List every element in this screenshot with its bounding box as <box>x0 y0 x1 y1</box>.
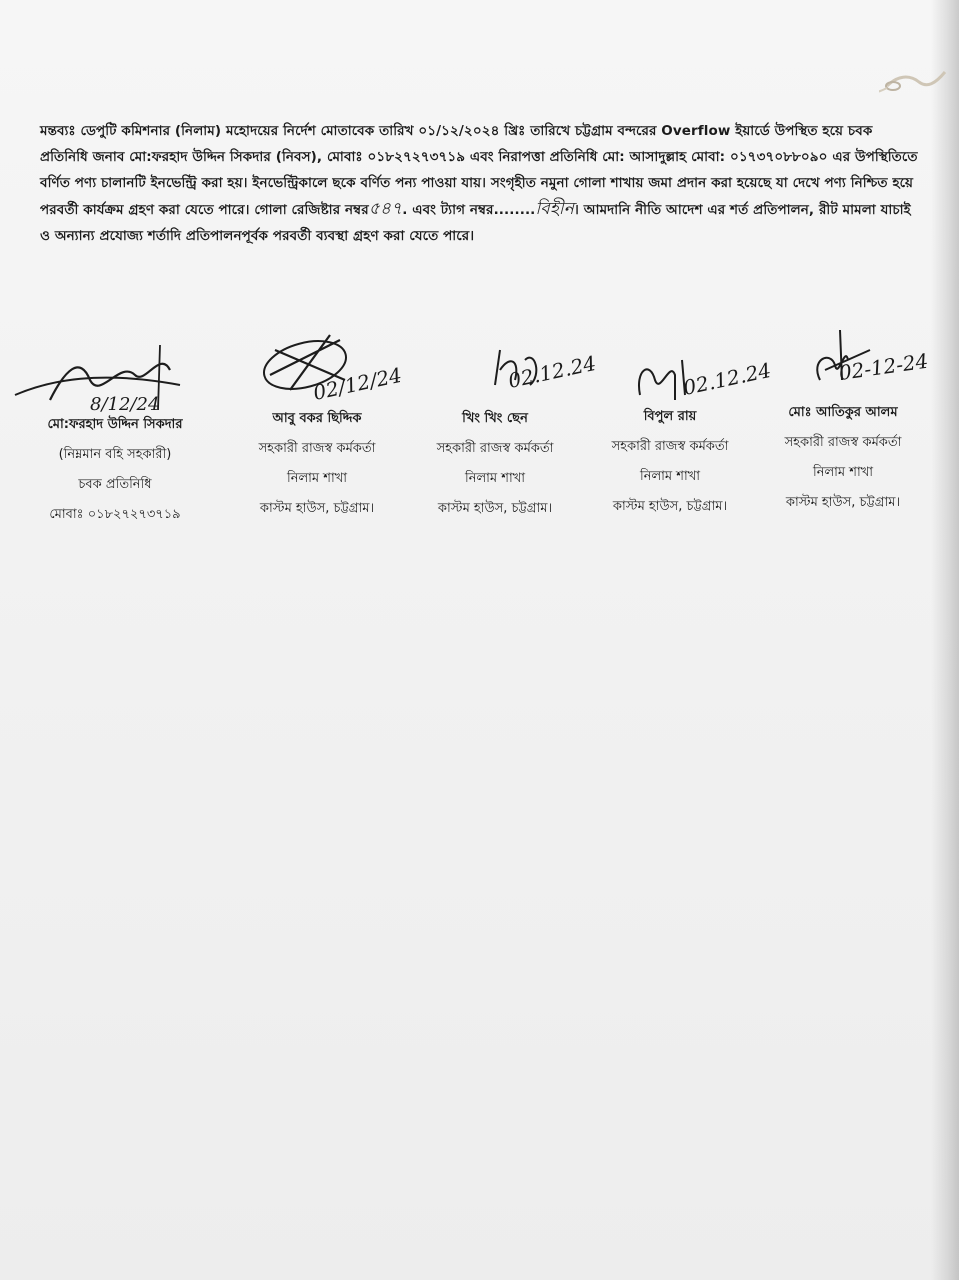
signer-phone: মোবাঃ ০১৮২৭২৭৩৭১৯ <box>49 507 181 522</box>
signer-designation: (নিম্নমান বহি সহকারী) <box>58 447 172 462</box>
signature-5-date: 02-12-24 <box>837 348 930 385</box>
signer-designation: সহকারী রাজস্ব কর্মকর্তা <box>611 439 729 454</box>
signature-2-date: 02/12/24 <box>311 362 404 405</box>
remarks-text-tag-label: . এবং ট্যাগ নম্বর........ <box>402 202 536 218</box>
signer-name: বিপুল রায় <box>643 409 697 424</box>
signer-block-5 <box>758 398 928 518</box>
signer-section: নিলাম শাখা <box>639 469 701 484</box>
binding-string-icon <box>879 58 949 112</box>
signature-3 <box>480 330 620 404</box>
signer-name: মোঃ আতিকুর আলম <box>788 405 898 420</box>
signer-office: কাস্টম হাউস, চট্টগ্রাম। <box>437 501 553 516</box>
signer-office: কাস্টম হাউস, চট্টগ্রাম। <box>612 499 728 514</box>
signature-1-date: 8/12/24 <box>90 394 160 415</box>
signer-block-2 <box>232 404 402 524</box>
signer-section: নিলাম শাখা <box>286 471 348 486</box>
signer-section: নিলাম শাখা <box>812 465 874 480</box>
signature-5 <box>800 320 959 404</box>
remarks-text-closing: । আমদানি নীতি আদেশ এর শর্ত প্রতিপালন, রীট মামলা যাচাই ও অন্যান্য প্রযোজ্য শর্তাদি প্রতিপালনপূর্বক পরবর্তী ব্যবস্থা গ্রহণ করা যেতে পারে। <box>40 202 911 244</box>
signer-block-4 <box>585 402 755 522</box>
inventory-remarks-paragraph <box>40 118 920 249</box>
page-edge-shadow <box>931 0 959 1280</box>
signature-4-date: 02.12.24 <box>681 357 774 400</box>
signer-name: খিং খিং ছেন <box>462 411 528 426</box>
tag-number-handwritten: বিহীন <box>535 199 574 219</box>
signer-designation: সহকারী রাজস্ব কর্মকর্তা <box>784 435 902 450</box>
signer-section: নিলাম শাখা <box>464 471 526 486</box>
signer-block-3 <box>410 404 580 524</box>
signature-2 <box>250 320 420 414</box>
signer-office: কাস্টম হাউস, চট্টগ্রাম। <box>259 501 375 516</box>
signer-designation: সহকারী রাজস্ব কর্মকর্তা <box>436 441 554 456</box>
signer-block-1 <box>20 410 210 530</box>
signer-name: আবু বকর ছিদ্দিক <box>272 411 362 426</box>
signer-designation: সহকারী রাজস্ব কর্মকর্তা <box>258 441 376 456</box>
signature-3-date: 02.12.24 <box>506 350 599 393</box>
remarks-text: মন্তব্যঃ ডেপুটি কমিশনার (নিলাম) মহোদয়ের নির্দেশ মোতাবেক তারিখ ০১/১২/২০২৪ খ্রিঃ তারিখে চট্টগ্রাম বন্দরের Overflow ইয়ার্ডে উপস্থিত হয়ে চবক প্রতিনিধি জনাব মো:ফরহাদ উদ্দিন সিকদার (নিবস), মোবাঃ ০১৮২৭২৭৩৭১৯ এবং নিরাপত্তা প্রতিনিধি মো: আসাদুল্লাহ মোবা: ০১৭৩৭০৮৮০৯০ এর উপস্থিতিতে বর্ণিত পণ্য চালানটি ইনভেন্ট্রি করা হয়। ইনভেন্ট্রিকালে ছকে বর্ণিত পন্য পাওয়া যায়। সংগৃহীত নমুনা গোলা শাখায় জমা প্রদান করা হয়েছে যা দেখে পণ্য নিশ্চিত হয়ে পরবর্তী কার্যক্রম গ্রহণ করা যেতে পারে। গোলা রেজিষ্টার নম্বর <box>40 123 918 218</box>
register-number-handwritten: ৫৪৭ <box>368 199 403 219</box>
signer-office: কাস্টম হাউস, চট্টগ্রাম। <box>785 495 901 510</box>
signer-name: মো:ফরহাদ উদ্দিন সিকদার <box>47 417 183 432</box>
signer-role: চবক প্রতিনিধি <box>78 477 152 492</box>
